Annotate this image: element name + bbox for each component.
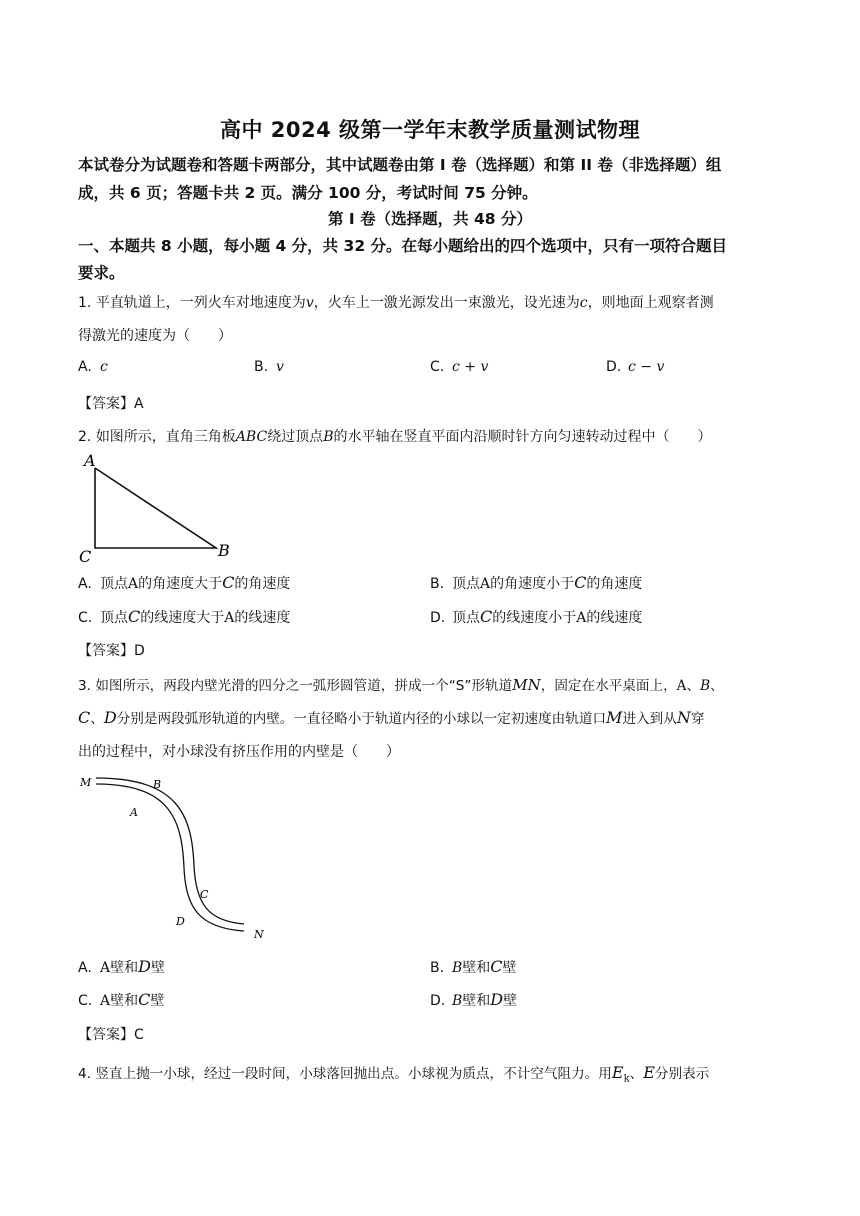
q2-answer: 【答案】D [78, 643, 145, 659]
q3-text-1a: 如图所示，两段内壁光滑的四分之一弧形圆管道，拼成一个“S”形轨道 [95, 678, 513, 694]
q1-option-d-letter: D. [606, 359, 622, 375]
q2-stem [78, 426, 711, 446]
q3-var-b: B [700, 678, 711, 694]
q1-option-c [430, 359, 488, 375]
q3-label-n: N [254, 928, 264, 941]
q2-option-d-t3: 的线速度 [586, 610, 643, 626]
q3-sep-2: 、 [710, 678, 724, 694]
q3-var-c: C [78, 708, 91, 727]
q2-option-b-v2: C [574, 573, 587, 592]
q2-label-c: C [79, 547, 92, 566]
q3-option-a-t2: 壁 [150, 960, 165, 976]
q3-number: 3. [78, 678, 91, 694]
q2-label-a: A [84, 451, 96, 470]
q2-option-c-t3: 的线速度 [234, 610, 291, 626]
q2-option-a-t1: 顶点 [100, 576, 128, 592]
q4-var-k: k [623, 1073, 630, 1085]
q2-option-d-t2: 的线速度小于 [492, 610, 577, 626]
q2-option-d-v2: A [576, 610, 587, 626]
q2-option-a-letter: A. [78, 576, 92, 592]
q2-option-c-letter: C. [78, 610, 93, 626]
q2-label-b: B [218, 541, 230, 560]
q1-text-a: 平直轨道上，一列火车对地速度为 [95, 295, 306, 311]
q2-option-b-t2: 的角速度小于 [490, 576, 575, 592]
intro-line-2: 成，共 6 页；答题卡共 2 页。满分 100 分，考试时间 75 分钟。 [78, 184, 538, 202]
q3-option-d-v2: D [490, 990, 504, 1009]
q3-option-b-v2: C [490, 957, 503, 976]
q3-option-a-v2: D [138, 957, 151, 976]
q2-var-abc: ABC [235, 429, 268, 445]
q2-option-c [78, 607, 290, 627]
q2-triangle-figure [74, 448, 244, 568]
q1-option-b [254, 359, 284, 375]
q2-text-c: 的水平轴在竖直平面内沿顺时针方向匀速转动过程中（ ） [333, 429, 712, 445]
q3-option-c-letter: C. [78, 993, 93, 1009]
q3-text-2b: 进入到从 [622, 711, 677, 727]
q2-option-c-v2: A [224, 610, 235, 626]
q1-var-c: c [579, 295, 588, 311]
q3-text-2a: 分别是两段弧形轨道的内壁。一直径略小于轨道内径的小球以一定初速度由轨道口 [116, 711, 607, 727]
q2-option-d-t1: 顶点 [452, 610, 480, 626]
q3-var-n: N [676, 708, 691, 727]
q3-label-c: C [200, 888, 209, 901]
q3-answer: 【答案】C [78, 1027, 144, 1043]
q1-option-c-letter: C. [430, 359, 445, 375]
q4-sep: 、 [629, 1066, 644, 1082]
q4-var-e2: E [643, 1063, 655, 1082]
q3-stem-line-1 [78, 674, 724, 694]
q3-stem-line-2 [78, 707, 704, 727]
q1-number: 1. [78, 295, 92, 311]
q2-option-a-v2: C [222, 573, 235, 592]
q3-label-b: B [153, 778, 162, 791]
q2-option-b-v1: A [480, 576, 491, 592]
q3-label-a: A [130, 806, 138, 819]
section1-line-1: 一、本题共 8 小题，每小题 4 分，共 32 分。在每小题给出的四个选项中，只有一项符合题目 [78, 237, 728, 255]
q3-option-d [430, 990, 517, 1010]
q3-option-c [78, 990, 164, 1010]
q3-option-b-v1: B [452, 960, 463, 976]
q1-stem-line-2: 得激光的速度为（ ） [78, 328, 232, 344]
q3-var-a: A [676, 678, 687, 694]
q3-var-d: D [103, 708, 117, 727]
q4-text-a: 竖直上抛一小球，经过一段时间，小球落回抛出点。小球视为质点，不计空气阻力。用 [95, 1066, 612, 1082]
q2-option-d-letter: D. [430, 610, 446, 626]
q3-stem-line-3: 出的过程中，对小球没有挤压作用的内壁是（ ） [78, 744, 400, 760]
q2-number: 2. [78, 429, 92, 445]
q3-text-2c: 穿 [690, 711, 705, 727]
q2-option-a-v1: A [128, 576, 139, 592]
q4-stem [78, 1062, 709, 1085]
q3-option-d-v1: B [452, 993, 463, 1009]
q1-answer: 【答案】A [78, 396, 144, 412]
q4-number: 4. [78, 1066, 91, 1082]
q3-option-b-letter: B. [430, 960, 445, 976]
page-title: 高中 2024 级第一学年末教学质量测试物理 [219, 118, 641, 142]
q3-option-d-t1: 壁和 [462, 993, 491, 1009]
q1-stem-line-1 [78, 292, 714, 312]
q1-var-v: v [305, 295, 314, 311]
q2-option-a-t3: 的角速度 [234, 576, 291, 592]
q2-option-c-t2: 的线速度大于 [140, 610, 225, 626]
q2-option-c-v1: C [128, 607, 141, 626]
q2-option-b-t1: 顶点 [452, 576, 480, 592]
q2-option-b [430, 573, 642, 593]
q2-option-b-t3: 的角速度 [586, 576, 643, 592]
q2-option-c-t1: 顶点 [100, 610, 128, 626]
q1-text-b: ，火车上一激光源发出一束激光，设光速为 [313, 295, 580, 311]
q2-option-a [78, 573, 290, 593]
q2-option-d-v1: C [480, 607, 493, 626]
q3-option-b-t1: 壁和 [462, 960, 491, 976]
q2-option-b-letter: B. [430, 576, 445, 592]
q2-text-a: 如图所示，直角三角板 [95, 429, 236, 445]
q3-option-d-t2: 壁 [503, 993, 518, 1009]
q4-text-b: 分别表示 [654, 1066, 710, 1082]
q3-option-a-letter: A. [78, 960, 92, 976]
q1-option-a [78, 359, 108, 375]
q3-option-c-t1: 壁和 [110, 993, 139, 1009]
q3-track-outer [96, 784, 244, 931]
q3-sep-3: 、 [90, 711, 104, 727]
q2-option-a-t2: 的角速度大于 [138, 576, 223, 592]
q2-var-b: B [323, 429, 334, 445]
q3-option-a-t1: 壁和 [110, 960, 139, 976]
section1-line-2: 要求。 [78, 264, 125, 282]
intro-line-1: 本试卷分为试题卷和答题卡两部分，其中试题卷由第 I 卷（选择题）和第 II 卷（非选择题）组 [78, 156, 722, 174]
q3-option-a-v1: A [100, 960, 111, 976]
q2-text-b: 绕过顶点 [267, 429, 324, 445]
q1-text-c: ，则地面上观察者测 [587, 295, 714, 311]
q3-var-mn: MN [512, 676, 541, 694]
q3-sep-1: 、 [686, 678, 701, 694]
q3-option-c-v2: C [138, 990, 151, 1009]
q3-option-c-t2: 壁 [150, 993, 165, 1009]
q1-option-b-text: v [276, 359, 284, 375]
q3-option-b [430, 957, 517, 977]
q2-option-d [430, 607, 642, 627]
q1-option-b-letter: B. [254, 359, 269, 375]
q4-var-e: E [611, 1063, 624, 1082]
q1-option-a-text: c [100, 359, 108, 375]
part1-heading: 第 I 卷（选择题，共 48 分） [328, 210, 532, 228]
q3-option-b-t2: 壁 [502, 960, 517, 976]
q1-option-a-letter: A. [78, 359, 92, 375]
q3-option-a [78, 957, 165, 977]
q3-option-c-v1: A [100, 993, 111, 1009]
q3-track-inner [96, 778, 244, 924]
q2-triangle [95, 468, 216, 548]
q3-var-m: M [606, 708, 623, 727]
q3-label-m: M [80, 776, 92, 789]
q1-option-d [606, 359, 664, 375]
q3-label-d: D [176, 915, 185, 928]
q1-option-d-text: c − v [628, 359, 665, 375]
q1-option-c-text: c + v [452, 359, 489, 375]
q3-text-1b: ，固定在水平桌面上， [540, 678, 677, 694]
q3-option-d-letter: D. [430, 993, 446, 1009]
q3-s-track-figure [74, 770, 274, 945]
